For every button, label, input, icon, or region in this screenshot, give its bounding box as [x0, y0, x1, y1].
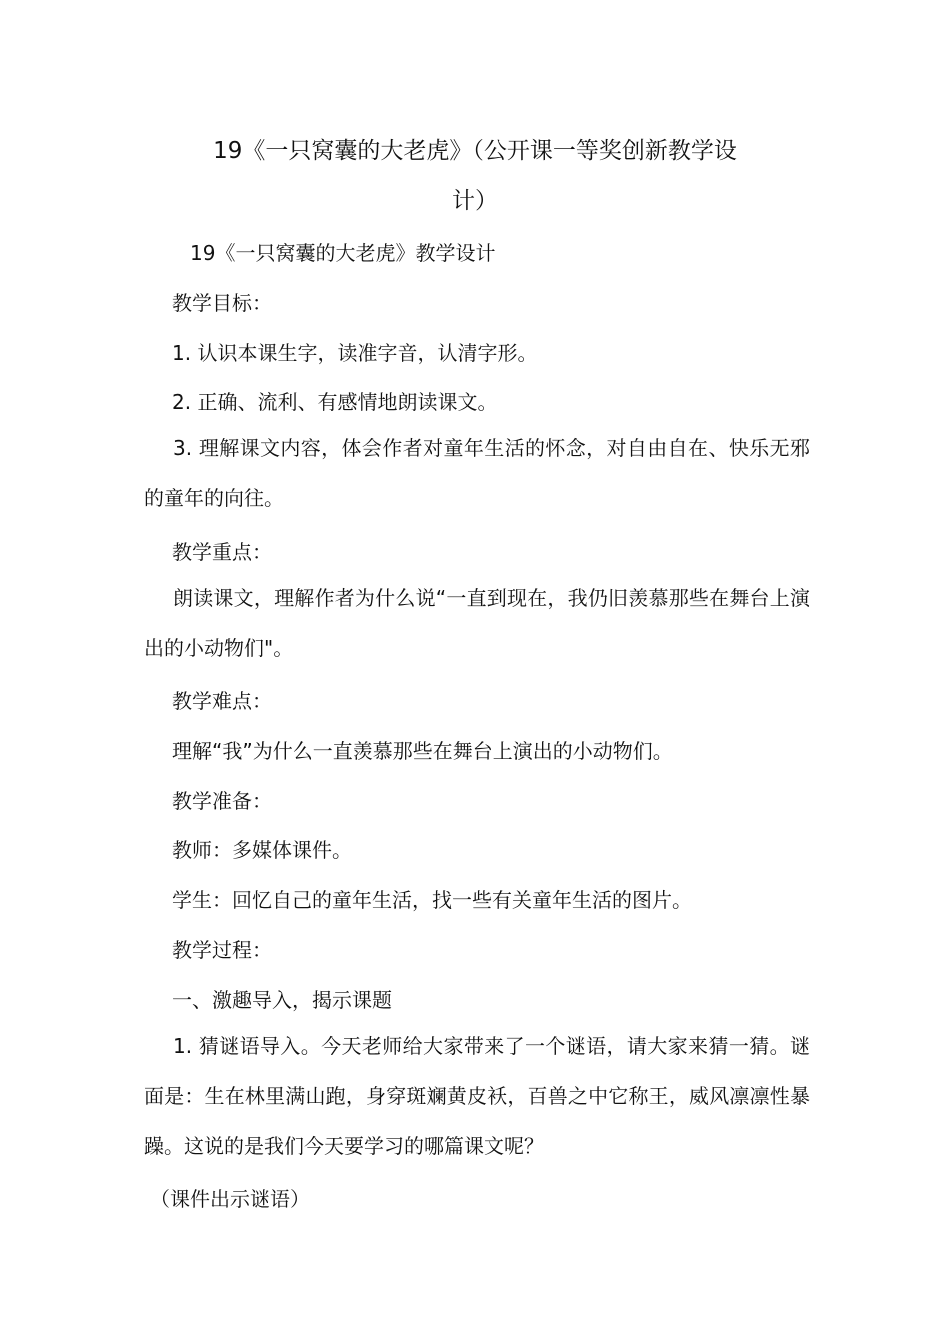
- key-text: 朗读课文，理解作者为什么说“一直到现在，我仍旧羡慕那些在舞台上演出的小动物们"。: [144, 586, 810, 660]
- prep-teacher: 教师：多媒体课件。: [172, 838, 352, 862]
- process-heading: 教学过程：: [172, 938, 272, 962]
- step-1: 1. 猜谜语导入。今天老师给大家带来了一个谜语，请大家来猜一猜。谜面是：生在林里满山跑，身穿斑斓黄皮袄，百兽之中它称王，威风凛凛性暴躁。这说的是我们今天要学习的哪篇课文呢？: [144, 1034, 810, 1158]
- prep-student: 学生：回忆自己的童年生活，找一些有关童年生活的图片。: [172, 888, 692, 912]
- difficulty-text: 理解“我”为什么一直羡慕那些在舞台上演出的小动物们。: [172, 739, 673, 763]
- document-title-line1: 19《一只窝囊的大老虎》（公开课一等奖创新教学设: [213, 138, 737, 164]
- goal-3: 3. 理解课文内容，体会作者对童年生活的怀念，对自由自在、快乐无邪的童年的向往。: [144, 436, 810, 510]
- difficulty-heading: 教学难点：: [172, 689, 272, 713]
- key-heading: 教学重点：: [172, 540, 272, 564]
- section-1-heading: 一、激趣导入，揭示课题: [172, 988, 392, 1012]
- document-title-line2: 计）: [452, 188, 498, 214]
- goals-heading: 教学目标：: [172, 291, 272, 315]
- goal-1: 1. 认识本课生字，读准字音，认清字形。: [172, 341, 538, 365]
- goal-2: 2. 正确、流利、有感情地朗读课文。: [172, 390, 498, 414]
- prep-heading: 教学准备：: [172, 789, 272, 813]
- step-1-note: （课件出示谜语）: [150, 1187, 310, 1211]
- document-subtitle: 19《一只窝囊的大老虎》教学设计: [190, 241, 496, 265]
